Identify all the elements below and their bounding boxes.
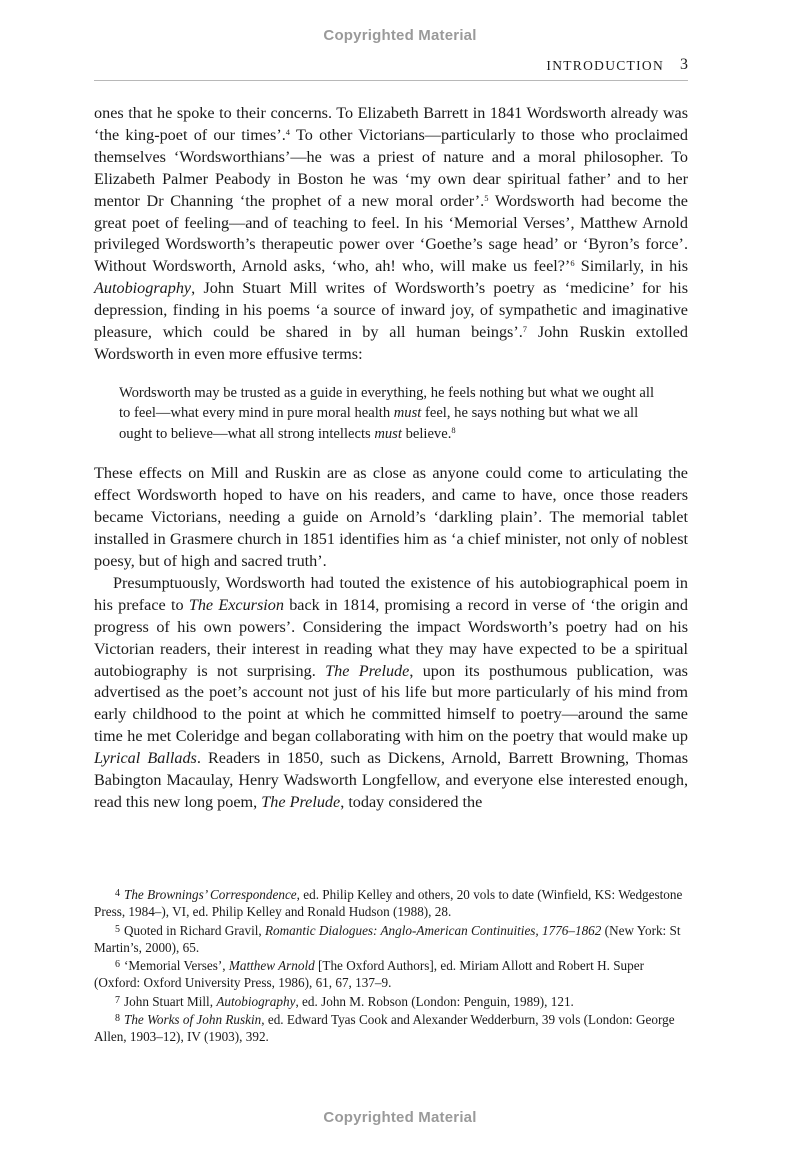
footnote: 5 Quoted in Richard Gravil, Romantic Dialogues: Anglo-American Continuities, 1776–1862 (New York: St Martin’s, 2000), 65. xyxy=(94,922,681,955)
watermark-bottom: Copyrighted Material xyxy=(323,1109,477,1126)
footnote-ref[interactable]: 4 xyxy=(285,126,291,137)
italic-text: Autobiography xyxy=(94,279,192,298)
body-text xyxy=(94,103,688,814)
italic-text: Lyrical Ballads xyxy=(94,749,197,768)
footnote: 6 ‘Memorial Verses’, Matthew Arnold [The Oxford Authors], ed. Miriam Allott and Robert H. Super (Oxford: Oxford University Press, 1986), 61, 67, 137–9. xyxy=(94,958,644,991)
paragraph: These effects on Mill and Ruskin are as close as anyone could come to articulating the effect Wordsworth hoped to have on his readers, and came to have, once those readers became Victorians, needing a guide on Arnold’s ‘darkling plain’. The memorial tablet installed in Grasmere church in 1851 identifies him as ‘a chief minister, not only of noblest poesy, but of high and sacred truth’. xyxy=(94,464,688,570)
italic-text: Romantic Dialogues: Anglo-American Continuities, 1776–1862 xyxy=(265,922,602,938)
block-quote: Wordsworth may be trusted as a guide in everything, he feels nothing but what we ought all to feel—what every mind in pure moral health must feel, he says nothing but what we all ought to believe—what all strong intellects must believe.$^8$ xyxy=(119,384,655,442)
watermark-top: Copyrighted Material xyxy=(323,27,477,44)
footnote-ref[interactable]: 8 xyxy=(451,424,456,435)
footnote: 4 The Brownings’ Correspondence, ed. Philip Kelley and others, 20 vols to date (Winfield, KS: Wedgestone Press, 1984–), VI, ed. Philip Kelley and Ronald Hudson (1988), 28. xyxy=(94,887,683,920)
footnote-ref[interactable]: 7 xyxy=(522,324,528,335)
italic-text: The Excursion xyxy=(188,595,284,614)
footnote-ref[interactable]: 5 xyxy=(484,192,489,203)
italic-text: The Works of John Ruskin xyxy=(124,1012,262,1028)
italic-text: The Prelude xyxy=(261,792,341,811)
footnote-number: 8 xyxy=(115,1013,120,1025)
footnote-number: 6 xyxy=(115,959,120,971)
page-number: 3 xyxy=(680,56,688,73)
italic-text: The Brownings’ Correspondence xyxy=(124,887,297,902)
footnotes xyxy=(94,885,688,1046)
italic-text: Matthew Arnold xyxy=(228,958,315,974)
footnote: 8 The Works of John Ruskin, ed. Edward Tyas Cook and Alexander Wedderburn, 39 vols (London: George Allen, 1903–12), IV (1903), 392. xyxy=(94,1012,675,1045)
running-head xyxy=(94,58,688,81)
footnote: 7 John Stuart Mill, Autobiography, ed. John M. Robson (London: Penguin, 1989), 121. xyxy=(94,992,688,1010)
footnote-number: 5 xyxy=(115,923,120,935)
footnote-number: 7 xyxy=(115,994,120,1006)
footnote-ref[interactable]: 6 xyxy=(570,258,575,269)
footnote-number: 4 xyxy=(115,888,120,899)
paragraph: ones that he spoke to their concerns. To Elizabeth Barrett in 1841 Wordsworth already was ‘the king-poet of our times’.$^4$ To other Victorians—particularly to those who proclaimed themselves ‘Wordsworthians’—he was a priest of nature and a moral philosopher. To Elizabeth Palmer Peabody in Boston he was ‘my own dear spiritual father’ and to her mentor Dr Channing ‘the prophet of a new moral order’.$^5$ Wordsworth had become the great poet of feeling—and of teaching to feel. In his ‘Memorial Verses’, Matthew Arnold privileged Wordsworth’s therapeutic power over ‘Goethe’s sage head’ or ‘Byron’s force’. Without Wordsworth, Arnold asks, ‘who, ah! who, will make us feel?’$^6$ Similarly, in his Autobiography, John Stuart Mill writes of Wordsworth’s poetry as ‘medicine’ for his depression, finding in his poems ‘a source of inward joy, of sympathetic and imaginative pleasure, which could be shared in by all human beings’.$^7$ John Ruskin extolled Wordsworth in even more effusive terms: xyxy=(94,104,688,363)
italic-text: must xyxy=(374,425,402,442)
italic-text: Autobiography xyxy=(216,993,296,1009)
paragraph: Presumptuously, Wordsworth had touted the existence of his autobiographical poem in his preface to The Excursion back in 1814, promising a record in verse of ‘the origin and progress of his own powers’. Considering the impact Wordsworth’s poetry had on his Victorian readers, their interest in reading what they may have expected to be a spiritual autobiography is not surprising. The Prelude, upon its posthumous publication, was advertised as the poet’s account not just of his life but more particularly of his mind from early childhood to the point at which he committed himself to poetry—around the same time he met Coleridge and began collaborating with him on the poetry that would make up Lyrical Ballads. Readers in 1850, such as Dickens, Arnold, Barrett Browning, Thomas Babington Macaulay, Henry Wadsworth Longfellow, and everyone else interested enough, read this new long poem, The Prelude, today considered the xyxy=(94,573,688,811)
running-head-title: INTRODUCTION xyxy=(546,58,664,73)
italic-text: The Prelude xyxy=(325,661,410,680)
italic-text: must xyxy=(393,405,422,422)
